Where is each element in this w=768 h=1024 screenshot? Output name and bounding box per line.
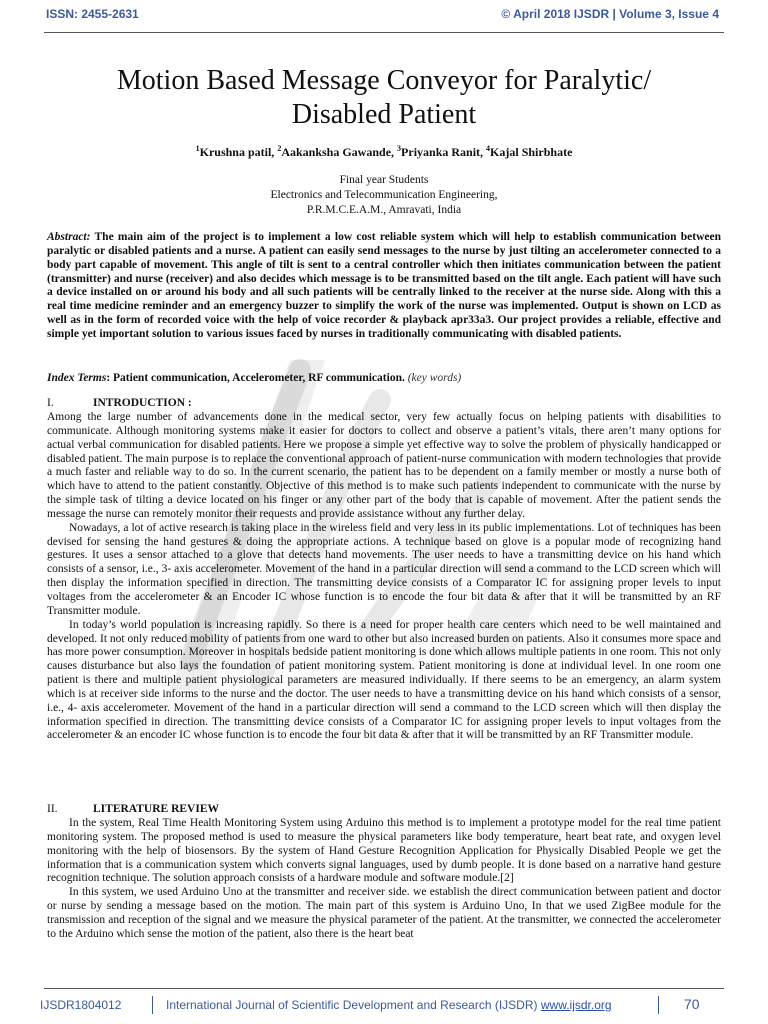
affiliation: [40, 173, 728, 218]
page-number: 70: [684, 996, 700, 1012]
paper-title: [40, 64, 728, 132]
affiliation-line-2: Electronics and Telecommunication Engineering,: [270, 189, 498, 201]
index-terms-value: : Patient communication, Accelerometer, RF communication.: [106, 372, 405, 384]
intro-paragraph-1: Among the large number of advancements done in the medical sector, very few actually focus on helping patients with disabilities to communicate. Although monitoring systems make it easier for doctors to collect and observe a patient’s vitals, there aren’t many options for actual verbal communication for disabled patients. Here we propose a simple yet effective way to solve the problem of physically handicapped or disabled patient. The main purpose is to replace the conventional approach of patient-nurse communication with modern technologies that provide a much faster and reliable way to do so. In the current scenario, the patient has to be dependent on a family member or mostly a nurse both of which have to attend to the patient constantly. Objective of this method is to make such patients independent to communicate with the nurse by the simple task of tilting a device located on his finger or any other part of the body that is capable of movement. After the patient sends the message the nurse can remotely monitor their requests and provide assistance without any further delay.: [47, 411, 721, 520]
section-2-body: [47, 817, 721, 942]
page-header: [0, 0, 768, 28]
footer-separator-2: [658, 996, 659, 1014]
abstract: [47, 231, 721, 342]
author-3-sup: 3: [397, 144, 402, 153]
issn-label: ISSN: 2455-2631: [46, 7, 139, 21]
journal-url-link[interactable]: www.ijsdr.org: [540, 998, 612, 1012]
author-2-sup: 2: [277, 144, 282, 153]
title-line-1: Motion Based Message Conveyor for Paralytic/: [116, 65, 652, 96]
section-1-number: I.: [47, 397, 54, 409]
footer-divider: [44, 988, 724, 989]
section-2-heading: [47, 803, 219, 815]
intro-paragraph-2: Nowadays, a lot of active research is taking place in the wireless field and very less in its public implementations. Lot of techniques has been devised for sensing the hand gestures & doing the appropriate actions. A technique based on glove is a popular mode of recognizing hand gestures. It uses a sensor attached to a glove that detects hand movements. The user needs to have a transmitting device on his hand which consists of a sensor, i.e., 3- axis accelerometer. Movement of the hand in a particular direction will send a command to the LCD screen which will then display the information specified in direction. The transmitting device consists of a Comparator IC for assigning proper levels to input voltages from the accelerometer & an Encoder IC whose function is to encode the four bit data & after that it will be transmitted by an RF Transmitter module.: [47, 521, 721, 617]
author-1-sup: 1: [195, 144, 200, 153]
title-line-2: Disabled Patient: [291, 99, 477, 130]
abstract-text: The main aim of the project is to implement a low cost reliable system which will help to establish communication between paralytic or disabled patients and a nurse. A patient can easily send messages to the nurse by just tilting an accelerometer connected to a body part capable of movement. This angle of tilt is sent to a central controller which then initiates communication between the patient (transmitter) and nurse (receiver) and also decides which message is to be transmitted based on the tilt angle. Each patient will have such a device installed on or around his body and all such patients will be centrally linked to the receiver at the nurse side. Along with this a real time medicine reminder and an emergency buzzer to simplify the work of the nurse was implemented. Output is shown on LCD as well as in the form of recorded voice with the help of voice recorder & playback apr33a3. Our project provides a reliable, effective and simple yet important solution to various issues faced by nurses in traditionally communicating with disabled patients.: [47, 231, 721, 340]
lit-paragraph-1: In the system, Real Time Health Monitoring System using Arduino this method is to implement a prototype model for the real time patient monitoring system. The proposed method is used to measure the physical parameters like body temperature, heart beat rate, and oxygen level monitoring with the help of biosensors. By the system of Hand Gesture Recognition Application for Physically Disabled People we get the information that is a communication system which converts signal languages, used by dumb people. It is done based on a narrative hand gesture recognition technique. The solution approach consists of a hardware module and software module.[2]: [47, 817, 721, 885]
index-terms: [47, 372, 721, 386]
footer-separator-1: [152, 996, 153, 1014]
section-1-title: INTRODUCTION :: [93, 397, 192, 409]
section-1-body: [47, 411, 721, 743]
abstract-label: Abstract:: [47, 231, 91, 243]
page-footer: [0, 996, 768, 1016]
intro-paragraph-3: In today’s world population is increasing rapidly. So there is a need for proper health care centers which need to be well maintained and developed. It not only reduced mobility of patients from one ward to other but also increased burden on patients. Also it consumes more space and has more power consumption. Moreover in hospitals bedside patient monitoring is done which allows multiple patients in one room. This not only causes disturbance but also lays the foundation of patient monitoring system. Patient monitoring is done at individual level. In one room one patient is there and multiple patient physiological parameters are measured individually. If there seems to be an emergency, an alarm system which is at receiver side informs to the nurse and the doctor. The user needs to have a transmitting device on his hand which consists of a sensor, i.e., 4- axis accelerometer. Movement of the hand in a particular direction will send a command to the LCD screen which will then display the information specified in direction. The transmitting device consists of a Comparator IC for assigning proper levels to input voltages from the accelerometer & an encoder IC whose function is to encode the four bit data & after that it will be transmitted by an RF Transmitter module.: [47, 618, 721, 742]
header-divider: [44, 32, 724, 33]
affiliation-line-3: P.R.M.C.E.A.M., Amravati, India: [306, 204, 462, 216]
paper-code: IJSDR1804012: [40, 998, 122, 1012]
author-4-name: Kajal Shirbhate: [490, 145, 573, 159]
volume-label: © April 2018 IJSDR | Volume 3, Issue 4: [501, 7, 719, 21]
author-list: [40, 144, 728, 160]
lit-paragraph-2: In this system, we used Arduino Uno at the transmitter and receiver side. we establish the direct communication between patient and doctor or nurse by sending a message based on the motion. The main part of this system is Arduino Uno, In that we used ZigBee module for the transmission and reception of the signal and we measure the physical parameter of the patient. At the transmitter, we connected the accelerometer to the Arduino which sense the motion of the patient, also there is the heart beat: [47, 886, 721, 940]
author-3-name: Priyanka Ranit,: [401, 145, 487, 159]
index-terms-note: (key words): [404, 372, 462, 384]
index-terms-label: Index Terms: [47, 372, 107, 384]
journal-title: International Journal of Scientific Development and Research (IJSDR): [166, 998, 541, 1012]
section-1-heading: [47, 397, 192, 409]
author-4-sup: 4: [486, 144, 491, 153]
journal-name: [166, 998, 612, 1012]
section-2-title: LITERATURE REVIEW: [93, 803, 219, 815]
section-2-number: II.: [47, 803, 58, 815]
author-2-name: Aakanksha Gawande,: [281, 145, 398, 159]
author-1-name: Krushna patil,: [199, 145, 278, 159]
affiliation-line-1: Final year Students: [339, 174, 429, 186]
